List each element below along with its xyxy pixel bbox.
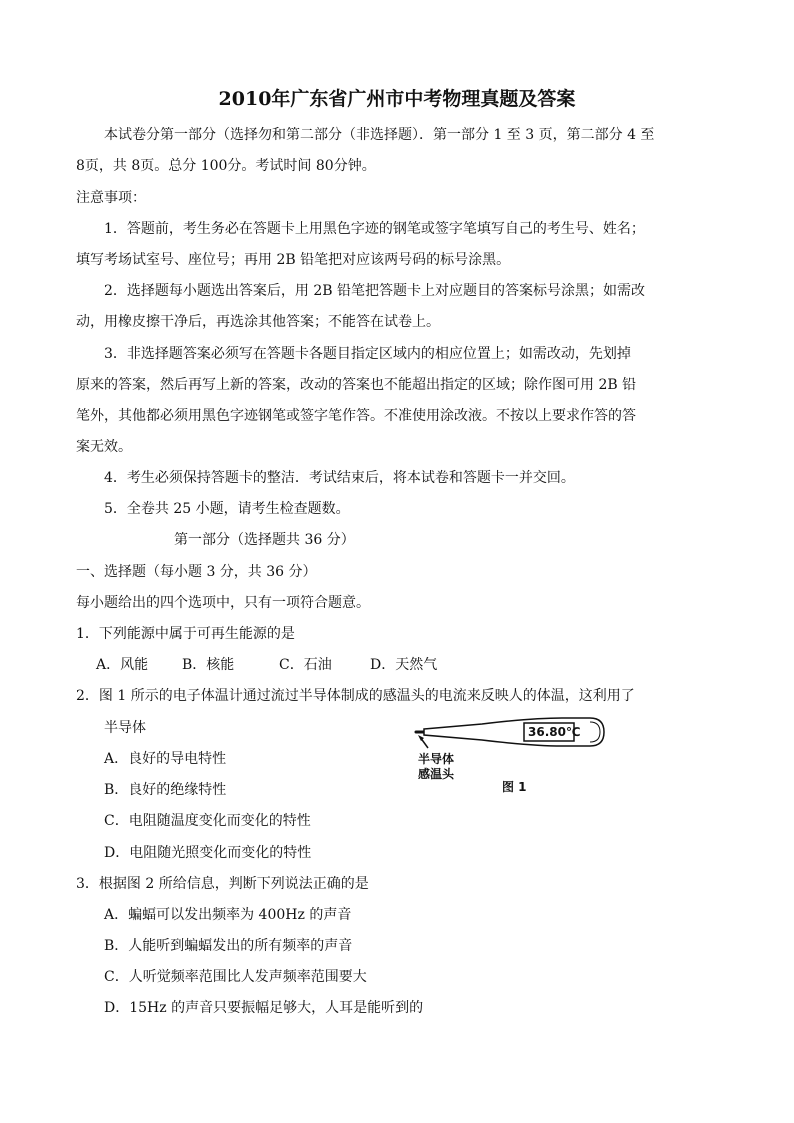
note-2-line-2: 动，用橡皮擦干净后，再选涂其他答案；不能答在试卷上。 — [76, 314, 440, 330]
q3-option-d: D．15Hz 的声音只要振幅足够大，人耳是能听到的 — [104, 1000, 424, 1016]
part1-heading: 第一部分（选择题共 36 分） — [174, 532, 355, 548]
note-3-line-1: 3．非选择题答案必须写在答题卡各题目指定区域内的相应位置上；如需改动，先划掉 — [104, 346, 631, 362]
note-3-line-2: 原来的答案，然后再写上新的答案，改动的答案也不能超出指定的区域；除作图可用 2B 铅 — [76, 377, 637, 393]
q2-option-a: A．良好的导电特性 — [104, 751, 227, 767]
note-1-line-2: 填写考场试室号、座位号；再用 2B 铅笔把对应该两号码的标号涂黑。 — [76, 252, 511, 268]
note-1-line-1: 1．答题前，考生务必在答题卡上用黑色字迹的钢笔或签字笔填写自己的考生号、姓名； — [104, 221, 645, 237]
note-2-line-1: 2．选择题每小题选出答案后，用 2B 铅笔把答题卡上对应题目的答案标号涂黑；如需改 — [104, 283, 646, 299]
intro-line-2: 8页，共 8页。总分 100分。考试时间 80分钟。 — [76, 158, 376, 174]
intro-line-1: 本试卷分第一部分（选择勿和第二部分（非选择题）．第一部分 1 至 3 页，第二部分 4 至 — [104, 127, 655, 143]
q2-option-c: C．电阻随温度变化而变化的特性 — [104, 813, 311, 829]
section-heading: 一、选择题（每小题 3 分，共 36 分） — [76, 564, 317, 580]
figure-1-caption: 图 1 — [502, 780, 527, 794]
q3-option-b: B．人能听到蝙蝠发出的所有频率的声音 — [104, 938, 353, 954]
q3-option-a: A．蝙蝠可以发出频率为 400Hz 的声音 — [104, 907, 352, 923]
note-5: 5．全卷共 25 小题，请考生检查题数。 — [104, 501, 350, 517]
notes-heading: 注意事项： — [76, 190, 146, 206]
q1-option-d: D．天然气 — [370, 657, 438, 673]
figure-1-thermometer — [412, 714, 612, 800]
note-4: 4．考生必须保持答题卡的整洁．考试结束后，将本试卷和答题卡一并交回。 — [104, 470, 575, 486]
q1-option-a: A．风能 — [96, 657, 149, 673]
thermometer-display: 36.80℃ — [528, 725, 581, 739]
sensor-label-line-1: 半导体 — [418, 752, 455, 766]
q1-option-b: B．核能 — [182, 657, 235, 673]
q2-option-d: D．电阻随光照变化而变化的特性 — [104, 845, 312, 861]
page-title: 2010年广东省广州市中考物理真题及答案 — [218, 88, 576, 110]
section-instruction: 每小题给出的四个选项中，只有一项符合题意。 — [76, 595, 370, 611]
q1-stem: 1．下列能源中属于可再生能源的是 — [76, 626, 295, 642]
q3-stem: 3．根据图 2 所给信息，判断下列说法正确的是 — [76, 876, 369, 892]
sensor-label-line-2: 感温头 — [418, 767, 455, 781]
q2-stem-line-1: 2．图 1 所示的电子体温计通过流过半导体制成的感温头的电流来反映人的体温，这利用了 — [76, 688, 635, 704]
q2-stem-line-2: 半导体 — [104, 720, 146, 736]
q3-option-c: C．人听觉频率范围比人发声频率范围要大 — [104, 969, 367, 985]
q1-option-c: C．石油 — [279, 657, 332, 673]
q2-option-b: B．良好的绝缘特性 — [104, 782, 227, 798]
note-3-line-3: 笔外，其他都必须用黑色字迹钢笔或签字笔作答。不准使用涂改液。不按以上要求作答的答 — [76, 408, 636, 424]
note-3-line-4: 案无效。 — [76, 439, 132, 455]
